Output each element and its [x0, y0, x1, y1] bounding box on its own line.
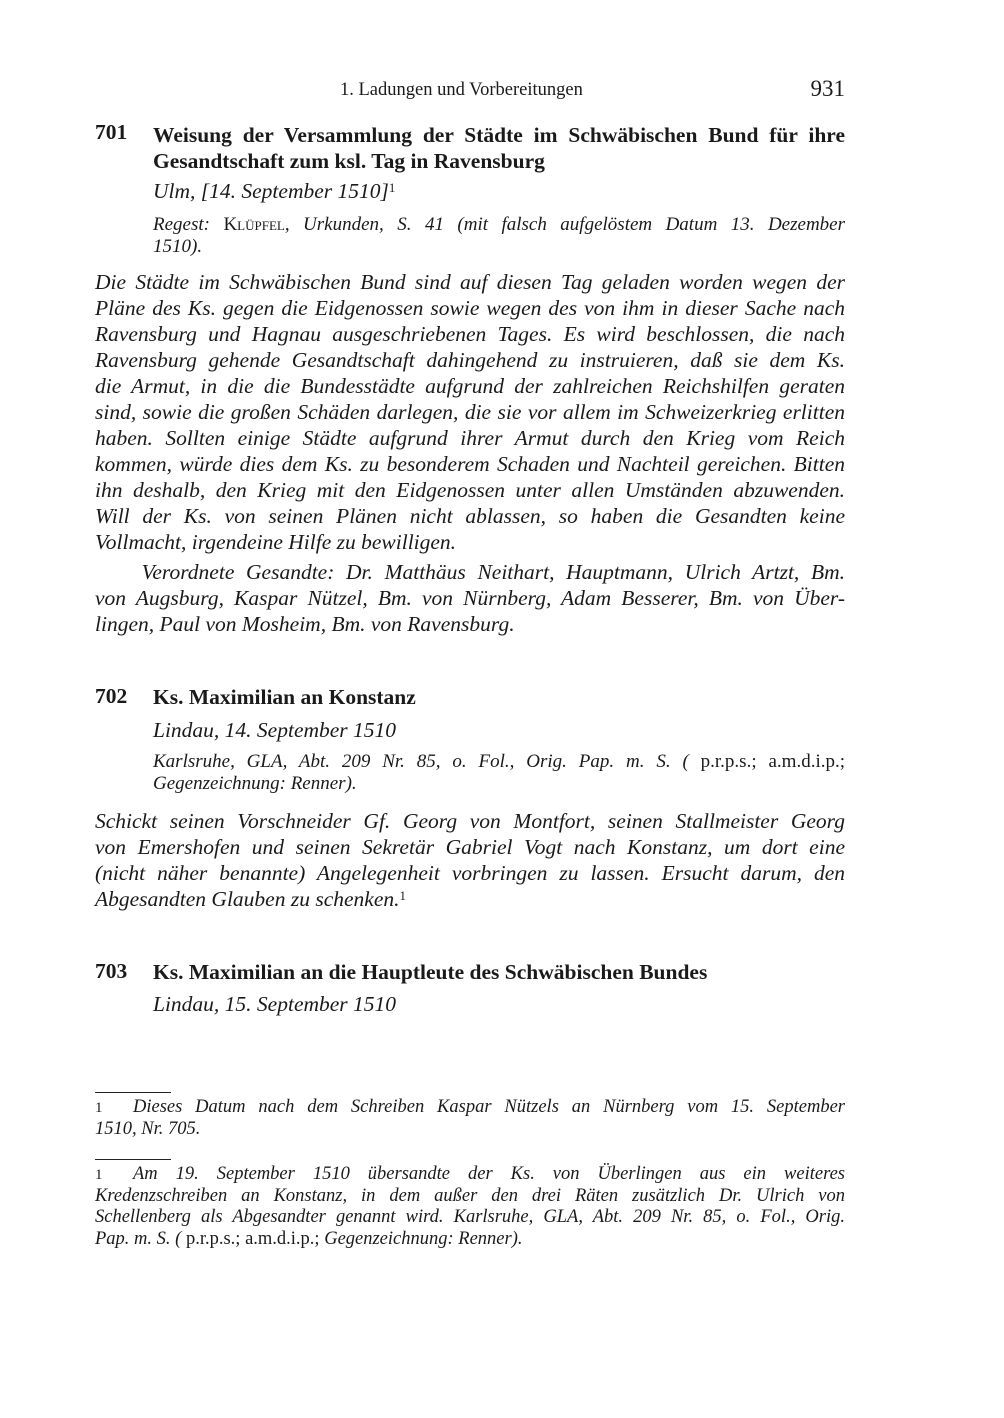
text-line — [95, 1164, 845, 1186]
title-line: Weisung der Versammlung der Städte im Schwäbischen Bund für ihre — [153, 123, 845, 147]
text-line — [95, 1119, 845, 1141]
text-segment: Am 19. September 1510 übersandte der Ks. von Überlingen aus ein weiteres — [133, 1164, 845, 1184]
text-line — [153, 717, 845, 743]
text-segment: Gegenzeichnung: Renner). — [153, 773, 357, 794]
text-segment: Lindau, 15. September 1510 — [153, 992, 397, 1016]
text-line — [95, 834, 845, 860]
entry-summary — [95, 808, 845, 912]
text-segment: ihn deshalb, den Krieg mit den Eidgenossen unter allen Umständen abzuwenden. — [95, 478, 845, 502]
text-line — [153, 236, 845, 258]
running-title: 1. Ladungen und Vorbereitungen — [340, 80, 583, 100]
entry-number: 701 — [95, 120, 128, 144]
text-line — [95, 321, 845, 347]
text-segment: von Augsburg, Kaspar Nützel, Bm. von Nürnberg, Adam Besserer, Bm. von Über- — [95, 586, 845, 610]
text-segment: 1510, Nr. 705. — [95, 1118, 201, 1139]
text-line — [95, 269, 845, 295]
text-line — [153, 991, 845, 1017]
text-line — [153, 178, 845, 204]
text-line — [95, 860, 845, 886]
text-segment: Verordnete Gesandte: Dr. Matthäus Neithart, Hauptmann, Ulrich Artzt, Bm. — [95, 560, 845, 584]
text-segment: Schickt seinen Vorschneider Gf. Georg von Montfort, seinen Stallmeister Georg — [95, 809, 845, 833]
text-line — [95, 477, 845, 503]
text-segment — [757, 751, 769, 772]
text-line — [95, 1186, 845, 1208]
place-date — [153, 991, 845, 1017]
text-segment: a.m.d.i.p.; — [245, 1228, 320, 1249]
footnote-rule — [95, 1092, 171, 1093]
footnote-rule — [95, 1159, 171, 1160]
text-segment: lingen, Paul von Mosheim, Bm. von Ravensburg. — [95, 612, 515, 636]
text-segment: Abgesandten Glauben zu schenken. — [95, 887, 400, 911]
footnote — [95, 1097, 845, 1140]
text-segment: von Emershofen und seinen Sekretär Gabriel Vogt nach Konstanz, um dort eine — [95, 835, 845, 859]
title-line: Gesandtschaft zum ksl. Tag in Ravensburg — [153, 149, 545, 173]
text-segment: Kredenzschreiben an Konstanz, in dem außer den drei Räten zusätzlich Dr. Ulrich von — [95, 1185, 845, 1206]
text-segment: Ravensburg gehende Gesandtschaft dahingehend zu instruieren, daß sie dem Ks. — [95, 348, 845, 372]
entry-title — [153, 684, 845, 710]
text-line — [153, 773, 845, 795]
text-segment: haben. Sollten einige Städte aufgrund ihrer Armut durch den Krieg vom Reich — [95, 426, 845, 450]
page-number: 931 — [810, 76, 845, 101]
text-segment: Ulm, [14. September 1510] — [153, 179, 389, 203]
text-segment: Gegenzeichnung: Renner). — [319, 1228, 523, 1249]
text-segment: Lindau, 14. September 1510 — [153, 718, 397, 742]
text-line — [95, 559, 845, 585]
text-segment: Schellenberg als Abgesandter genannt wird. Karlsruhe, GLA, Abt. 209 Nr. 85, o. Fol., Orig. — [95, 1207, 845, 1227]
text-line — [95, 373, 845, 399]
place-date — [153, 717, 845, 743]
text-line — [95, 585, 845, 611]
title-line: Ks. Maximilian an Konstanz — [153, 685, 416, 709]
text-segment: Urkunden, S. 41 (mit falsch aufgelöstem Datum 13. Dezember — [289, 214, 845, 235]
source-note — [153, 214, 845, 258]
text-line — [95, 1097, 845, 1119]
text-segment: Will der Ks. von seinen Plänen nicht ablassen, so haben die Gesandten keine — [95, 504, 845, 528]
text-segment: a.m.d.i.p.; — [768, 751, 846, 772]
text-segment: p.r.p.s.; — [185, 1228, 241, 1249]
text-segment: die Armut, in die die Bundesstädte aufgrund der zahlreichen Reichshilfen geraten — [95, 374, 845, 398]
footnote-reference: 1 — [399, 889, 406, 903]
footnote-mark: 1 — [95, 1167, 103, 1183]
text-segment: Pläne des Ks. gegen die Eidgenossen sowie wegen des von ihm in dieser Sache nach — [95, 296, 845, 320]
entry-title — [153, 959, 845, 985]
text-segment: p.r.p.s.; — [700, 751, 757, 772]
entry-number: 703 — [95, 959, 128, 983]
place-date — [153, 178, 845, 204]
text-segment: Pap. m. S. ( — [95, 1228, 186, 1249]
text-line — [95, 611, 845, 637]
text-line — [95, 347, 845, 373]
text-segment: Karlsruhe, GLA, Abt. 209 Nr. 85, o. Fol., Orig. Pap. m. S. ( — [153, 751, 701, 772]
entry-envoys — [95, 559, 845, 637]
text-segment: Klüpfel, — [223, 214, 290, 235]
footnote — [95, 1164, 845, 1250]
text-line — [95, 503, 845, 529]
text-line — [153, 751, 845, 773]
text-segment: 1510). — [153, 236, 203, 257]
footnote-reference: 1 — [388, 181, 396, 195]
text-segment: Vollmacht, irgendeine Hilfe zu bewilligen. — [95, 530, 457, 554]
text-segment: sind, sowie die großen Schäden darlegen, die sie vor allem im Schweizerkrieg erlitten — [95, 400, 845, 424]
text-segment: (nicht näher benannte) Angelegenheit vorbringen zu lassen. Ersucht darum, den — [95, 861, 845, 885]
text-segment: Dieses Datum nach dem Schreiben Kaspar Nützels an Nürnberg vom 15. September — [133, 1097, 845, 1117]
source-note — [153, 751, 845, 795]
entry-summary — [95, 269, 845, 555]
text-segment: Die Städte im Schwäbischen Bund sind auf diesen Tag geladen worden wegen der — [95, 270, 845, 294]
title-line: Ks. Maximilian an die Hauptleute des Schwäbischen Bundes — [153, 960, 708, 984]
text-segment: kommen, würde dies dem Ks. zu besonderem Schaden und Nachteil gereichen. Bitten — [95, 452, 845, 476]
text-line — [95, 886, 845, 912]
footnote-mark: 1 — [95, 1100, 103, 1116]
text-line — [95, 399, 845, 425]
entry-number: 702 — [95, 684, 128, 708]
entry-title — [153, 122, 845, 174]
text-line — [95, 451, 845, 477]
text-line — [95, 425, 845, 451]
text-line — [95, 1207, 845, 1229]
text-segment: Regest: — [153, 214, 224, 235]
text-line — [95, 295, 845, 321]
text-line — [95, 1229, 845, 1251]
text-segment: Ravensburg und Hagnau ausgeschriebenen Tages. Es wird beschlossen, die nach — [95, 322, 845, 346]
text-line — [153, 214, 845, 236]
text-line — [95, 529, 845, 555]
text-line — [95, 808, 845, 834]
